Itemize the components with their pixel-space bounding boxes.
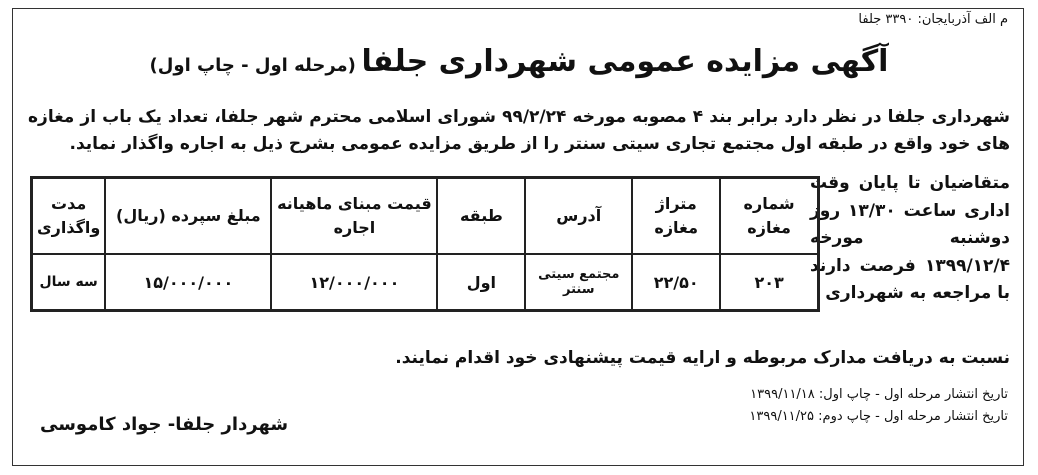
- cell-term: سه سال: [32, 254, 106, 311]
- signature: شهردار جلفا- جواد کاموسی: [40, 414, 289, 435]
- publication-dates: [749, 384, 1008, 428]
- header-floor: طبقه: [437, 178, 525, 255]
- notice-code: م الف آذربایجان: ۳۳۹۰ جلفا: [858, 12, 1008, 27]
- lease-table: [30, 176, 820, 312]
- header-base-rent: قیمت مبنای ماهیانه اجاره: [271, 178, 437, 255]
- title-sub: (مرحله اول - چاپ اول): [149, 55, 356, 76]
- header-address: آدرس: [525, 178, 632, 255]
- notice-body: شهرداری جلفا در نظر دارد برابر بند ۴ مصوبه مورخه ۹۹/۲/۲۴ شورای اسلامی محترم شهر جلفا، تعداد یک باب از مغازه های خود واقع در طبقه اول مجتمع تجاری سیتی سنتر را از طریق مزایده عمومی بشرح ذیل به اجاره واگذار نماید.: [28, 107, 1010, 154]
- cell-shop-number: ۲۰۳: [720, 254, 818, 311]
- table-header-row: [32, 178, 819, 255]
- applicant-text: متقاضیان تا پایان وقت اداری ساعت ۱۳/۳۰ روز دوشنبه مورخه ۱۳۹۹/۱۲/۴ فرصت دارند با مراجعه به شهرداری: [810, 173, 1011, 303]
- header-shop-number: شماره مغازه: [720, 178, 818, 255]
- date-first-print: تاریخ انتشار مرحله اول - چاپ اول: ۱۳۹۹/۱۱/۱۸: [750, 387, 1008, 402]
- date-second-print: تاریخ انتشار مرحله اول - چاپ دوم: ۱۳۹۹/۱۱/۲۵: [749, 409, 1008, 424]
- cell-area: ۲۲/۵۰: [632, 254, 720, 311]
- header-deposit: مبلغ سپرده (ریال): [105, 178, 271, 255]
- cell-base-rent: ۱۲/۰۰۰/۰۰۰: [271, 254, 437, 311]
- closing-text: نسبت به دریافت مدارک مربوطه و ارایه قیمت پیشنهادی خود اقدام نمایند.: [395, 348, 1010, 368]
- header-term: مدت واگذاری: [32, 178, 106, 255]
- notice-title: [0, 44, 1038, 79]
- cell-deposit: ۱۵/۰۰۰/۰۰۰: [105, 254, 271, 311]
- header-area: متراژ مغازه: [632, 178, 720, 255]
- table-row: [32, 254, 819, 311]
- cell-address: مجتمع سیتی سنتر: [525, 254, 632, 311]
- title-main: آگهی مزایده عمومی شهرداری جلفا: [361, 44, 889, 79]
- cell-floor: اول: [437, 254, 525, 311]
